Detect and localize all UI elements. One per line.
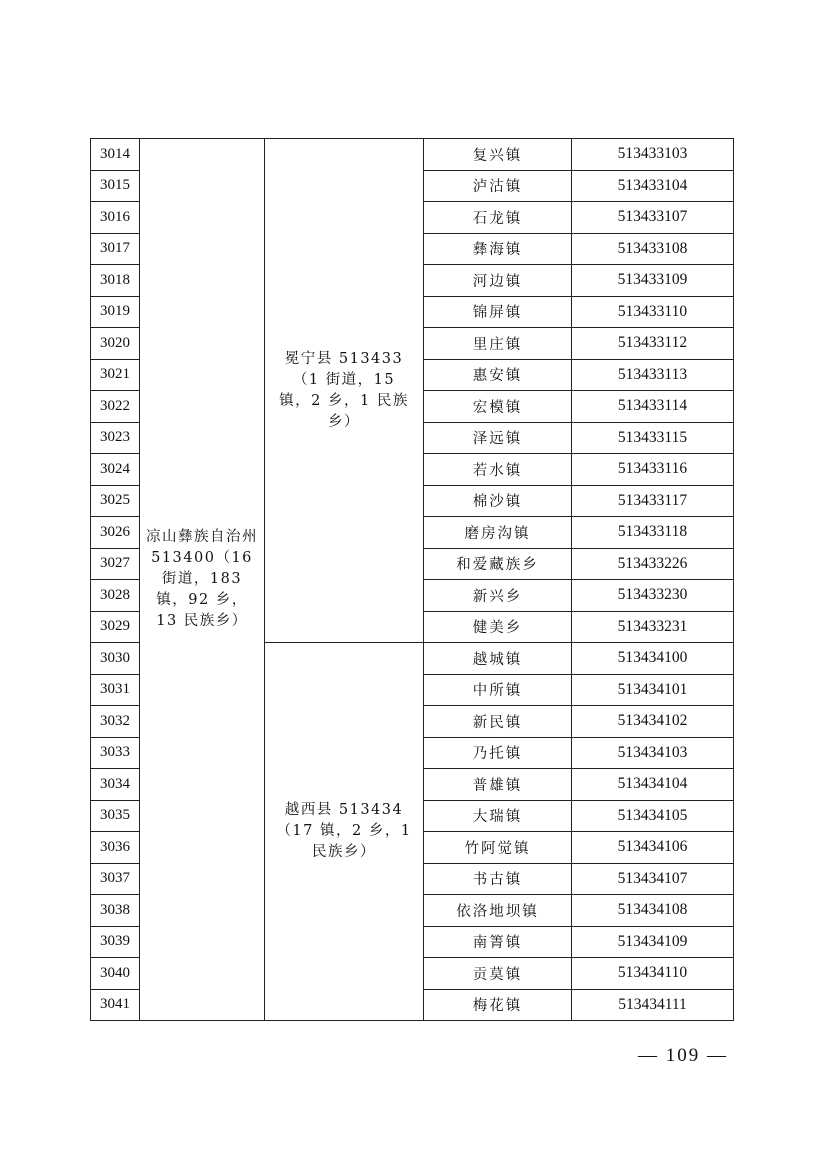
town-cell: 复兴镇	[424, 139, 572, 171]
code-cell: 513433115	[572, 422, 734, 454]
county-label	[274, 349, 414, 433]
code-cell: 513433112	[572, 328, 734, 360]
town-cell: 中所镇	[424, 674, 572, 706]
seq-cell: 3019	[91, 296, 140, 328]
code-cell: 513434101	[572, 674, 734, 706]
town-cell: 越城镇	[424, 643, 572, 675]
code-cell: 513433103	[572, 139, 734, 171]
town-cell: 惠安镇	[424, 359, 572, 391]
code-cell: 513433107	[572, 202, 734, 234]
code-cell: 513433231	[572, 611, 734, 643]
town-cell: 依洛地坝镇	[424, 895, 572, 927]
code-cell: 513434104	[572, 769, 734, 801]
seq-cell: 3027	[91, 548, 140, 580]
county-detail: （1 街道，15 镇，2 乡，1 民族乡）	[279, 371, 409, 430]
code-cell: 513434108	[572, 895, 734, 927]
seq-cell: 3017	[91, 233, 140, 265]
town-cell: 健美乡	[424, 611, 572, 643]
seq-cell: 3033	[91, 737, 140, 769]
seq-cell: 3035	[91, 800, 140, 832]
code-cell: 513434102	[572, 706, 734, 738]
code-cell: 513433108	[572, 233, 734, 265]
code-cell: 513433226	[572, 548, 734, 580]
seq-cell: 3020	[91, 328, 140, 360]
county-cell	[265, 139, 424, 643]
code-cell: 513434110	[572, 958, 734, 990]
town-cell: 锦屏镇	[424, 296, 572, 328]
code-cell: 513434111	[572, 989, 734, 1021]
seq-cell: 3023	[91, 422, 140, 454]
town-cell: 若水镇	[424, 454, 572, 486]
code-cell: 513433110	[572, 296, 734, 328]
table-row	[91, 139, 734, 171]
town-cell: 和爱藏族乡	[424, 548, 572, 580]
seq-cell: 3030	[91, 643, 140, 675]
county-name: 冕宁县 513433	[284, 350, 404, 367]
code-cell: 513434109	[572, 926, 734, 958]
town-cell: 彝海镇	[424, 233, 572, 265]
town-cell: 普雄镇	[424, 769, 572, 801]
town-cell: 贡莫镇	[424, 958, 572, 990]
code-cell: 513434107	[572, 863, 734, 895]
seq-cell: 3026	[91, 517, 140, 549]
seq-cell: 3021	[91, 359, 140, 391]
town-cell: 乃托镇	[424, 737, 572, 769]
county-cell	[265, 643, 424, 1021]
prefecture-name: 凉山彝族自治州 513400	[146, 529, 258, 566]
town-cell: 宏模镇	[424, 391, 572, 423]
prefecture-detail: （16 街道，183 镇，92 乡，13 民族乡）	[156, 550, 253, 629]
page-number: — 109 —	[638, 1045, 728, 1066]
seq-cell: 3016	[91, 202, 140, 234]
seq-cell: 3037	[91, 863, 140, 895]
division-table-body	[91, 139, 734, 1021]
code-cell: 513433117	[572, 485, 734, 517]
town-cell: 书古镇	[424, 863, 572, 895]
town-cell: 河边镇	[424, 265, 572, 297]
seq-cell: 3015	[91, 170, 140, 202]
town-cell: 泽远镇	[424, 422, 572, 454]
town-cell: 里庄镇	[424, 328, 572, 360]
code-cell: 513434105	[572, 800, 734, 832]
town-cell: 新民镇	[424, 706, 572, 738]
code-cell: 513434100	[572, 643, 734, 675]
seq-cell: 3039	[91, 926, 140, 958]
town-cell: 新兴乡	[424, 580, 572, 612]
seq-cell: 3041	[91, 989, 140, 1021]
town-cell: 大瑞镇	[424, 800, 572, 832]
town-cell: 磨房沟镇	[424, 517, 572, 549]
code-cell: 513433118	[572, 517, 734, 549]
town-cell: 石龙镇	[424, 202, 572, 234]
prefecture-cell	[140, 139, 265, 1021]
seq-cell: 3018	[91, 265, 140, 297]
seq-cell: 3040	[91, 958, 140, 990]
town-cell: 泸沽镇	[424, 170, 572, 202]
code-cell: 513434106	[572, 832, 734, 864]
county-label	[274, 800, 414, 863]
seq-cell: 3028	[91, 580, 140, 612]
county-detail: （17 镇，2 乡，1 民族乡）	[276, 823, 412, 860]
seq-cell: 3032	[91, 706, 140, 738]
code-cell: 513434103	[572, 737, 734, 769]
code-cell: 513433113	[572, 359, 734, 391]
seq-cell: 3014	[91, 139, 140, 171]
town-cell: 棉沙镇	[424, 485, 572, 517]
seq-cell: 3034	[91, 769, 140, 801]
code-cell: 513433104	[572, 170, 734, 202]
code-cell: 513433114	[572, 391, 734, 423]
code-cell: 513433116	[572, 454, 734, 486]
seq-cell: 3025	[91, 485, 140, 517]
seq-cell: 3031	[91, 674, 140, 706]
code-cell: 513433230	[572, 580, 734, 612]
seq-cell: 3029	[91, 611, 140, 643]
prefecture-label	[146, 527, 258, 632]
county-name: 越西县 513434	[284, 802, 404, 818]
town-cell: 竹阿觉镇	[424, 832, 572, 864]
seq-cell: 3036	[91, 832, 140, 864]
code-cell: 513433109	[572, 265, 734, 297]
town-cell: 梅花镇	[424, 989, 572, 1021]
seq-cell: 3038	[91, 895, 140, 927]
town-cell: 南箐镇	[424, 926, 572, 958]
seq-cell: 3022	[91, 391, 140, 423]
seq-cell: 3024	[91, 454, 140, 486]
division-table	[90, 138, 734, 1021]
